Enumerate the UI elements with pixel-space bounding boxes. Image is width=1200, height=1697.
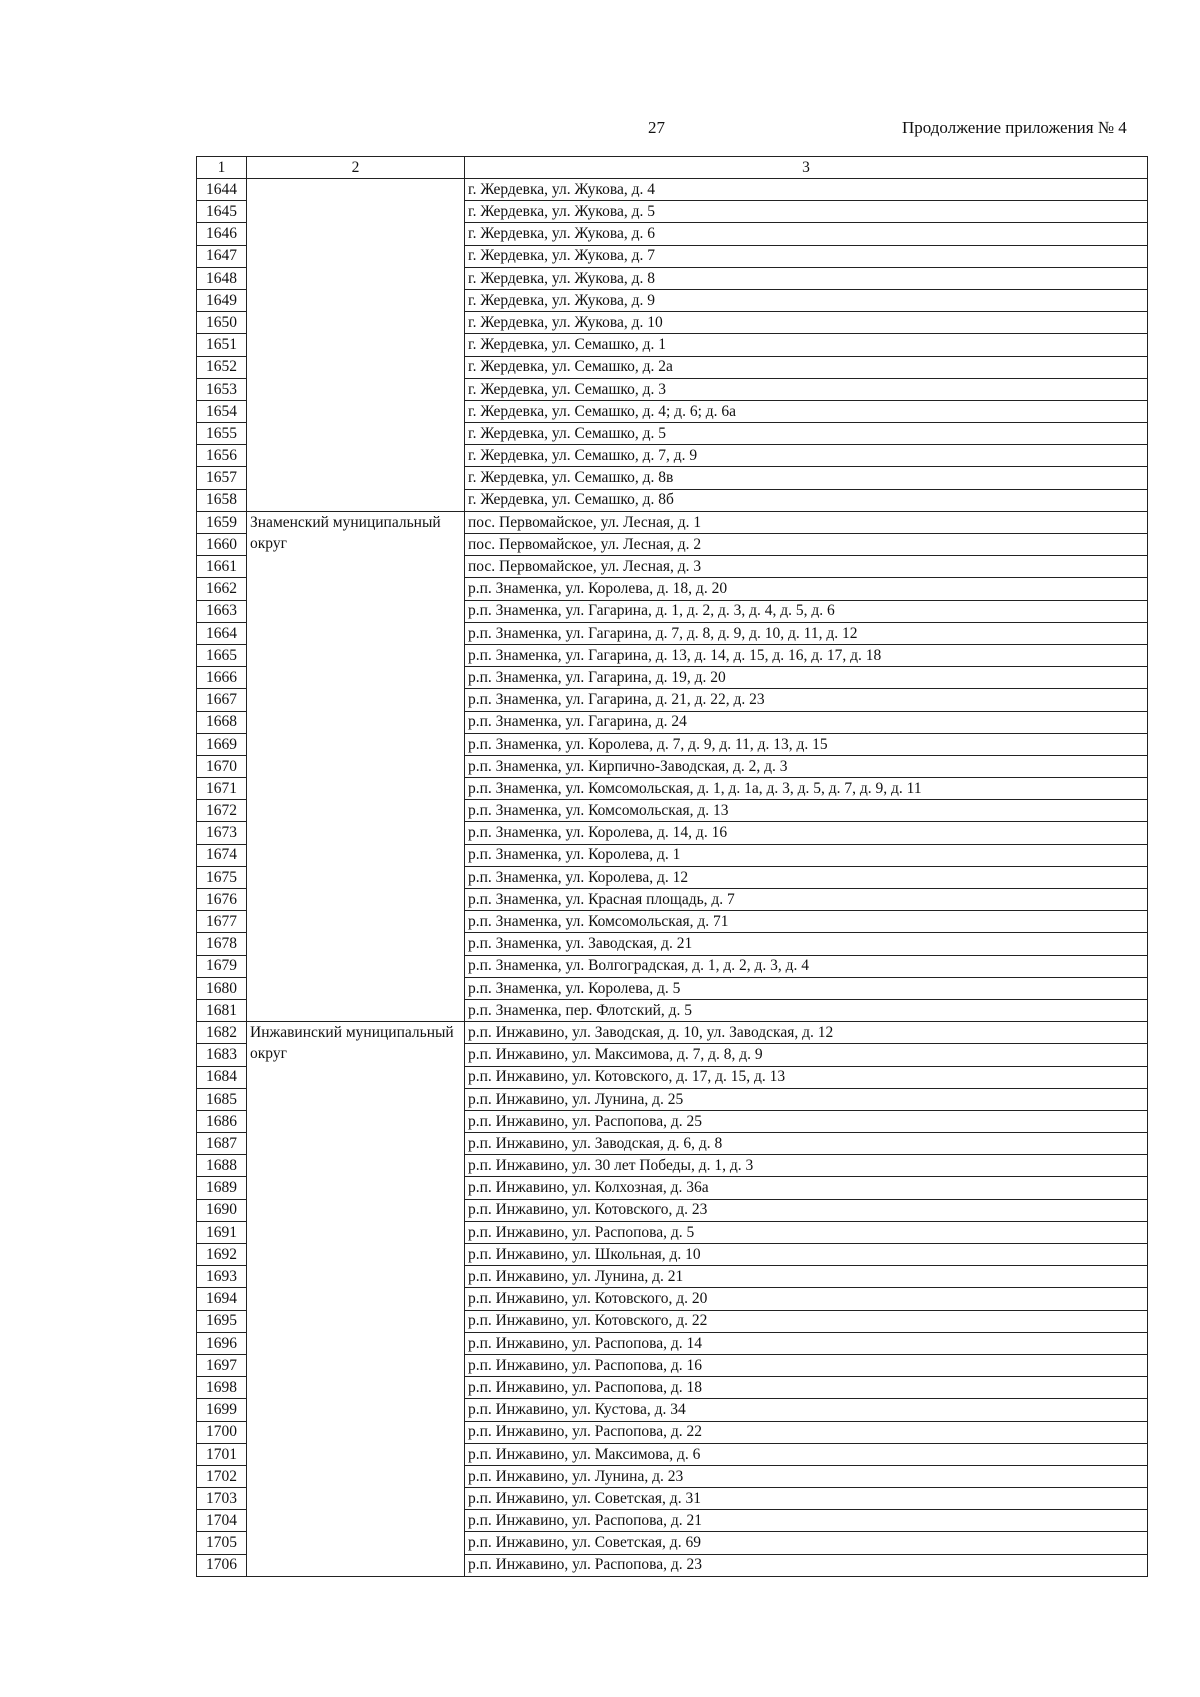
row-number: 1669 xyxy=(197,733,247,755)
address-cell: р.п. Инжавино, ул. Котовского, д. 23 xyxy=(465,1199,1148,1221)
address-cell: р.п. Инжавино, ул. Распопова, д. 21 xyxy=(465,1510,1148,1532)
district-cell: Инжавинский муниципальный округ xyxy=(247,1022,465,1577)
address-cell: р.п. Знаменка, ул. Гагарина, д. 13, д. 14, д. 15, д. 16, д. 17, д. 18 xyxy=(465,644,1148,666)
address-cell: р.п. Инжавино, ул. Заводская, д. 10, ул. Заводская, д. 12 xyxy=(465,1022,1148,1044)
address-cell: р.п. Знаменка, ул. Королева, д. 18, д. 20 xyxy=(465,578,1148,600)
row-number: 1695 xyxy=(197,1310,247,1332)
row-number: 1674 xyxy=(197,844,247,866)
row-number: 1675 xyxy=(197,866,247,888)
row-number: 1686 xyxy=(197,1110,247,1132)
address-cell: р.п. Знаменка, ул. Кирпично-Заводская, д. 2, д. 3 xyxy=(465,755,1148,777)
row-number: 1645 xyxy=(197,201,247,223)
address-cell: р.п. Знаменка, ул. Королева, д. 5 xyxy=(465,977,1148,999)
row-number: 1672 xyxy=(197,800,247,822)
address-cell: р.п. Знаменка, ул. Гагарина, д. 7, д. 8, д. 9, д. 10, д. 11, д. 12 xyxy=(465,622,1148,644)
address-cell: р.п. Знаменка, ул. Гагарина, д. 24 xyxy=(465,711,1148,733)
row-number: 1659 xyxy=(197,511,247,533)
address-cell: р.п. Инжавино, ул. Лунина, д. 23 xyxy=(465,1465,1148,1487)
address-cell: пос. Первомайское, ул. Лесная, д. 1 xyxy=(465,511,1148,533)
row-number: 1668 xyxy=(197,711,247,733)
column-header-3: 3 xyxy=(465,157,1148,179)
address-cell: р.п. Инжавино, ул. Распопова, д. 25 xyxy=(465,1110,1148,1132)
row-number: 1691 xyxy=(197,1221,247,1243)
row-number: 1671 xyxy=(197,778,247,800)
address-cell: р.п. Инжавино, ул. Максимова, д. 7, д. 8, д. 9 xyxy=(465,1044,1148,1066)
row-number: 1652 xyxy=(197,356,247,378)
column-header-1: 1 xyxy=(197,157,247,179)
row-number: 1651 xyxy=(197,334,247,356)
row-number: 1678 xyxy=(197,933,247,955)
address-cell: р.п. Инжавино, ул. Распопова, д. 14 xyxy=(465,1332,1148,1354)
address-cell: р.п. Инжавино, ул. Лунина, д. 25 xyxy=(465,1088,1148,1110)
row-number: 1646 xyxy=(197,223,247,245)
address-cell: р.п. Инжавино, ул. Распопова, д. 16 xyxy=(465,1354,1148,1376)
row-number: 1702 xyxy=(197,1465,247,1487)
address-cell: р.п. Инжавино, ул. Лунина, д. 21 xyxy=(465,1266,1148,1288)
address-cell: г. Жердевка, ул. Жукова, д. 9 xyxy=(465,289,1148,311)
address-cell: г. Жердевка, ул. Семашко, д. 5 xyxy=(465,423,1148,445)
address-cell: р.п. Знаменка, ул. Королева, д. 1 xyxy=(465,844,1148,866)
address-cell: г. Жердевка, ул. Жукова, д. 5 xyxy=(465,201,1148,223)
row-number: 1697 xyxy=(197,1354,247,1376)
address-cell: р.п. Инжавино, ул. Распопова, д. 22 xyxy=(465,1421,1148,1443)
row-number: 1647 xyxy=(197,245,247,267)
address-table-body xyxy=(197,157,1148,1577)
address-cell: р.п. Инжавино, ул. Распопова, д. 5 xyxy=(465,1221,1148,1243)
row-number: 1664 xyxy=(197,622,247,644)
row-number: 1653 xyxy=(197,378,247,400)
address-cell: г. Жердевка, ул. Жукова, д. 6 xyxy=(465,223,1148,245)
address-cell: пос. Первомайское, ул. Лесная, д. 2 xyxy=(465,534,1148,556)
address-cell: р.п. Знаменка, ул. Королева, д. 12 xyxy=(465,866,1148,888)
row-number: 1663 xyxy=(197,600,247,622)
address-cell: р.п. Знаменка, ул. Комсомольская, д. 1, д. 1а, д. 3, д. 5, д. 7, д. 9, д. 11 xyxy=(465,778,1148,800)
row-number: 1644 xyxy=(197,179,247,201)
row-number: 1681 xyxy=(197,999,247,1021)
address-cell: р.п. Инжавино, ул. Кустова, д. 34 xyxy=(465,1399,1148,1421)
row-number: 1662 xyxy=(197,578,247,600)
address-cell: г. Жердевка, ул. Жукова, д. 4 xyxy=(465,179,1148,201)
address-cell: р.п. Инжавино, ул. Советская, д. 31 xyxy=(465,1488,1148,1510)
row-number: 1649 xyxy=(197,289,247,311)
address-cell: р.п. Знаменка, ул. Волгоградская, д. 1, д. 2, д. 3, д. 4 xyxy=(465,955,1148,977)
table-row xyxy=(197,511,1148,533)
address-cell: р.п. Инжавино, ул. 30 лет Победы, д. 1, д. 3 xyxy=(465,1155,1148,1177)
address-cell: г. Жердевка, ул. Жукова, д. 8 xyxy=(465,267,1148,289)
address-cell: р.п. Знаменка, ул. Красная площадь, д. 7 xyxy=(465,889,1148,911)
address-cell: р.п. Знаменка, ул. Гагарина, д. 1, д. 2, д. 3, д. 4, д. 5, д. 6 xyxy=(465,600,1148,622)
address-cell: г. Жердевка, ул. Жукова, д. 10 xyxy=(465,312,1148,334)
row-number: 1650 xyxy=(197,312,247,334)
row-number: 1704 xyxy=(197,1510,247,1532)
row-number: 1690 xyxy=(197,1199,247,1221)
row-number: 1688 xyxy=(197,1155,247,1177)
table-row xyxy=(197,1022,1148,1044)
row-number: 1655 xyxy=(197,423,247,445)
address-cell: р.п. Инжавино, ул. Котовского, д. 20 xyxy=(465,1288,1148,1310)
address-table xyxy=(196,156,1148,1577)
address-cell: г. Жердевка, ул. Семашко, д. 2а xyxy=(465,356,1148,378)
row-number: 1661 xyxy=(197,556,247,578)
row-number: 1698 xyxy=(197,1377,247,1399)
row-number: 1683 xyxy=(197,1044,247,1066)
row-number: 1654 xyxy=(197,400,247,422)
address-cell: г. Жердевка, ул. Семашко, д. 8в xyxy=(465,467,1148,489)
address-cell: р.п. Инжавино, ул. Распопова, д. 23 xyxy=(465,1554,1148,1576)
row-number: 1703 xyxy=(197,1488,247,1510)
table-row xyxy=(197,179,1148,201)
row-number: 1684 xyxy=(197,1066,247,1088)
address-cell: г. Жердевка, ул. Семашко, д. 3 xyxy=(465,378,1148,400)
row-number: 1682 xyxy=(197,1022,247,1044)
row-number: 1696 xyxy=(197,1332,247,1354)
row-number: 1701 xyxy=(197,1443,247,1465)
address-cell: р.п. Знаменка, ул. Комсомольская, д. 71 xyxy=(465,911,1148,933)
address-cell: р.п. Знаменка, ул. Комсомольская, д. 13 xyxy=(465,800,1148,822)
row-number: 1656 xyxy=(197,445,247,467)
appendix-continuation-label: Продолжение приложения № 4 xyxy=(902,118,1127,137)
address-cell: г. Жердевка, ул. Семашко, д. 4; д. 6; д. 6а xyxy=(465,400,1148,422)
row-number: 1673 xyxy=(197,822,247,844)
row-number: 1679 xyxy=(197,955,247,977)
page-number: 27 xyxy=(648,118,665,137)
address-cell: г. Жердевка, ул. Семашко, д. 7, д. 9 xyxy=(465,445,1148,467)
address-cell: г. Жердевка, ул. Жукова, д. 7 xyxy=(465,245,1148,267)
row-number: 1648 xyxy=(197,267,247,289)
row-number: 1700 xyxy=(197,1421,247,1443)
row-number: 1699 xyxy=(197,1399,247,1421)
address-cell: р.п. Знаменка, ул. Королева, д. 7, д. 9, д. 11, д. 13, д. 15 xyxy=(465,733,1148,755)
row-number: 1666 xyxy=(197,667,247,689)
row-number: 1680 xyxy=(197,977,247,999)
table-header-row xyxy=(197,157,1148,179)
row-number: 1670 xyxy=(197,755,247,777)
row-number: 1657 xyxy=(197,467,247,489)
row-number: 1687 xyxy=(197,1133,247,1155)
address-cell: р.п. Знаменка, ул. Королева, д. 14, д. 16 xyxy=(465,822,1148,844)
row-number: 1665 xyxy=(197,644,247,666)
row-number: 1692 xyxy=(197,1244,247,1266)
address-cell: р.п. Инжавино, ул. Заводская, д. 6, д. 8 xyxy=(465,1133,1148,1155)
address-cell: пос. Первомайское, ул. Лесная, д. 3 xyxy=(465,556,1148,578)
row-number: 1685 xyxy=(197,1088,247,1110)
row-number: 1693 xyxy=(197,1266,247,1288)
address-cell: р.п. Инжавино, ул. Максимова, д. 6 xyxy=(465,1443,1148,1465)
address-cell: р.п. Знаменка, ул. Гагарина, д. 21, д. 22, д. 23 xyxy=(465,689,1148,711)
address-cell: р.п. Знаменка, пер. Флотский, д. 5 xyxy=(465,999,1148,1021)
row-number: 1694 xyxy=(197,1288,247,1310)
district-cell: Знаменский муниципальный округ xyxy=(247,511,465,1021)
address-cell: р.п. Инжавино, ул. Колхозная, д. 36а xyxy=(465,1177,1148,1199)
address-cell: г. Жердевка, ул. Семашко, д. 8б xyxy=(465,489,1148,511)
row-number: 1677 xyxy=(197,911,247,933)
address-cell: р.п. Инжавино, ул. Котовского, д. 17, д. 15, д. 13 xyxy=(465,1066,1148,1088)
address-cell: р.п. Инжавино, ул. Распопова, д. 18 xyxy=(465,1377,1148,1399)
row-number: 1660 xyxy=(197,534,247,556)
address-cell: р.п. Инжавино, ул. Котовского, д. 22 xyxy=(465,1310,1148,1332)
row-number: 1667 xyxy=(197,689,247,711)
address-cell: р.п. Знаменка, ул. Гагарина, д. 19, д. 20 xyxy=(465,667,1148,689)
row-number: 1706 xyxy=(197,1554,247,1576)
address-cell: р.п. Инжавино, ул. Советская, д. 69 xyxy=(465,1532,1148,1554)
address-cell: г. Жердевка, ул. Семашко, д. 1 xyxy=(465,334,1148,356)
address-cell: р.п. Инжавино, ул. Школьная, д. 10 xyxy=(465,1244,1148,1266)
column-header-2: 2 xyxy=(247,157,465,179)
row-number: 1658 xyxy=(197,489,247,511)
row-number: 1705 xyxy=(197,1532,247,1554)
row-number: 1689 xyxy=(197,1177,247,1199)
address-cell: р.п. Знаменка, ул. Заводская, д. 21 xyxy=(465,933,1148,955)
row-number: 1676 xyxy=(197,889,247,911)
district-cell xyxy=(247,179,465,512)
